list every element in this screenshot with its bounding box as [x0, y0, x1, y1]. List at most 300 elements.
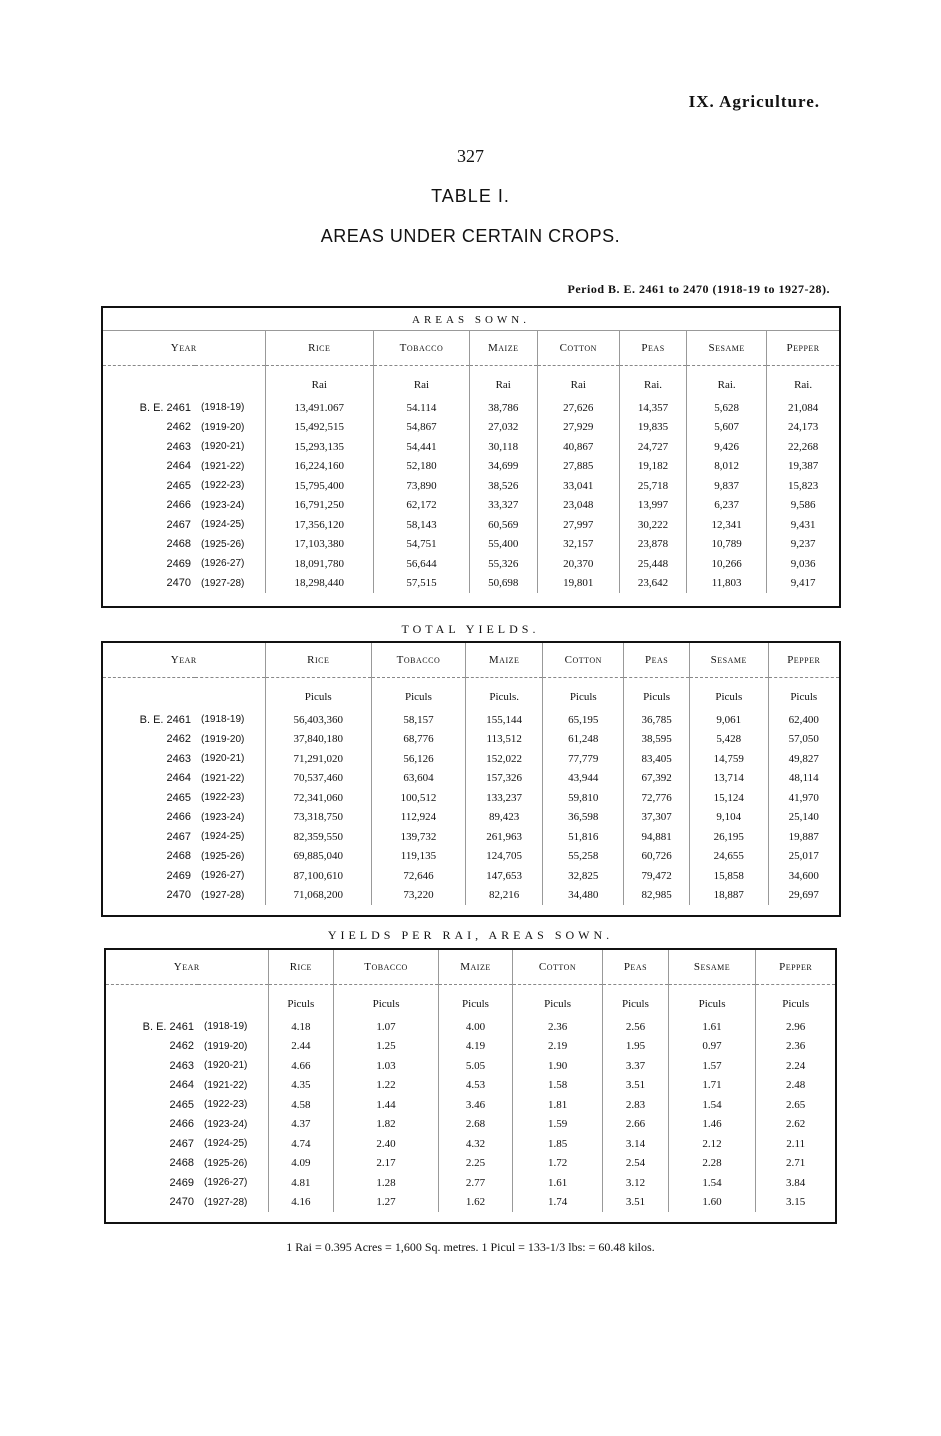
cell-rice: 82,359,550	[265, 827, 371, 847]
year-period: (1923-24)	[201, 499, 245, 511]
cell-tobacco: 1.44	[334, 1095, 439, 1115]
cell-maize: 55,400	[469, 535, 537, 555]
cell-tobacco: 119,135	[371, 847, 465, 867]
table-row	[103, 730, 839, 750]
year-period: (1920-21)	[201, 441, 245, 453]
cell-tobacco: 56,126	[371, 749, 465, 769]
table-row	[106, 1037, 835, 1057]
column-header-rice: Rice	[265, 643, 371, 678]
unit-label: Rai	[374, 366, 470, 399]
cell-maize: 4.32	[438, 1134, 512, 1154]
yields-per-rai-title: YIELDS PER RAI, AREAS SOWN.	[327, 928, 614, 942]
cell-sesame: 6,237	[687, 496, 767, 516]
column-header-maize: Maize	[469, 331, 537, 366]
cell-cotton: 27,885	[537, 457, 619, 477]
cell-cotton: 1.74	[513, 1193, 603, 1213]
cell-rice: 71,068,200	[265, 886, 371, 906]
cell-rice: 87,100,610	[265, 866, 371, 886]
yields-per-rai-table	[104, 948, 837, 1224]
cell-peas: 13,997	[619, 496, 686, 516]
cell-tobacco: 100,512	[371, 788, 465, 808]
cell-pepper: 19,887	[768, 827, 839, 847]
table-row	[106, 1095, 835, 1115]
cell-peas: 19,182	[619, 457, 686, 477]
page-number: 327	[457, 146, 484, 166]
year-be: 2465	[166, 479, 191, 492]
cell-pepper: 9,036	[767, 554, 839, 574]
cell-pepper: 9,431	[767, 515, 839, 535]
column-header-sesame: Sesame	[687, 331, 767, 366]
table-row	[106, 1154, 835, 1174]
cell-maize: 55,326	[469, 554, 537, 574]
cell-rice: 4.16	[268, 1193, 334, 1213]
year-period: (1926-27)	[201, 558, 245, 570]
year-period: (1922-23)	[201, 792, 245, 804]
cell-peas: 72,776	[624, 788, 690, 808]
cell-maize: 124,705	[465, 847, 542, 867]
cell-rice: 4.35	[268, 1076, 334, 1096]
period-line: Period B. E. 2461 to 2470 (1918-19 to 1927-28).	[567, 282, 830, 296]
cell-pepper: 49,827	[768, 749, 839, 769]
year-be: 2462	[166, 733, 191, 746]
cell-sesame: 9,104	[690, 808, 769, 828]
cell-tobacco: 58,143	[374, 515, 470, 535]
cell-rice: 2.44	[268, 1037, 334, 1057]
column-header-pepper: Pepper	[767, 331, 839, 366]
cell-pepper: 57,050	[768, 730, 839, 750]
table-row	[106, 1017, 835, 1037]
cell-maize: 34,699	[469, 457, 537, 477]
cell-cotton: 1.72	[513, 1154, 603, 1174]
unit-label: Piculs	[690, 678, 769, 711]
cell-pepper: 9,237	[767, 535, 839, 555]
table-subtitle: AREAS UNDER CERTAIN CROPS.	[320, 226, 621, 246]
cell-tobacco: 1.25	[334, 1037, 439, 1057]
year-period: (1925-26)	[201, 538, 245, 550]
cell-pepper: 25,140	[768, 808, 839, 828]
cell-pepper: 24,173	[767, 418, 839, 438]
cell-rice: 15,293,135	[265, 437, 374, 457]
cell-peas: 25,448	[619, 554, 686, 574]
total-yields-table	[101, 641, 841, 917]
year-period: (1924-25)	[201, 831, 245, 843]
year-be: 2466	[169, 1118, 194, 1131]
cell-pepper: 2.11	[756, 1134, 835, 1154]
cell-rice: 4.58	[268, 1095, 334, 1115]
cell-pepper: 62,400	[768, 710, 839, 730]
column-header-pepper: Pepper	[756, 950, 835, 985]
cell-tobacco: 73,890	[374, 476, 470, 496]
cell-peas: 3.51	[603, 1193, 669, 1213]
section-title: IX. Agriculture.	[688, 92, 820, 111]
cell-sesame: 1.46	[668, 1115, 756, 1135]
cell-maize: 157,326	[465, 769, 542, 789]
cell-sesame: 26,195	[690, 827, 769, 847]
year-period: (1924-25)	[204, 1138, 248, 1150]
cell-maize: 27,032	[469, 418, 537, 438]
cell-peas: 94,881	[624, 827, 690, 847]
cell-cotton: 27,626	[537, 398, 619, 418]
footnote: 1 Rai = 0.395 Acres = 1,600 Sq. metres. 1 Picul = 133-1/3 lbs: = 60.48 kilos.	[286, 1240, 655, 1254]
year-be: 2469	[166, 557, 191, 570]
unit-label: Piculs	[543, 678, 624, 711]
cell-cotton: 1.85	[513, 1134, 603, 1154]
unit-label: Piculs	[624, 678, 690, 711]
cell-cotton: 1.58	[513, 1076, 603, 1096]
cell-pepper: 2.48	[756, 1076, 835, 1096]
year-period: (1923-24)	[201, 811, 245, 823]
year-be: B. E. 2461	[139, 713, 191, 726]
column-header-rice: Rice	[268, 950, 334, 985]
table-row	[103, 827, 839, 847]
column-header-year: Year	[106, 950, 268, 985]
yields-per-rai-grid	[106, 950, 835, 1212]
cell-sesame: 5,428	[690, 730, 769, 750]
cell-sesame: 1.61	[668, 1017, 756, 1037]
cell-maize: 4.00	[438, 1017, 512, 1037]
unit-label: Piculs	[756, 985, 835, 1018]
cell-maize: 30,118	[469, 437, 537, 457]
column-header-sesame: Sesame	[690, 643, 769, 678]
unit-label: Rai.	[619, 366, 686, 399]
cell-sesame: 9,426	[687, 437, 767, 457]
areas-sown-title: AREAS SOWN.	[103, 308, 839, 331]
cell-tobacco: 54,751	[374, 535, 470, 555]
cell-maize: 33,327	[469, 496, 537, 516]
table-row	[106, 1134, 835, 1154]
year-be: 2462	[166, 421, 191, 434]
cell-sesame: 0.97	[668, 1037, 756, 1057]
year-period: (1919-20)	[201, 733, 245, 745]
cell-cotton: 1.90	[513, 1056, 603, 1076]
cell-rice: 16,791,250	[265, 496, 374, 516]
year-be: 2467	[166, 518, 191, 531]
unit-label: Piculs	[513, 985, 603, 1018]
cell-cotton: 1.59	[513, 1115, 603, 1135]
cell-cotton: 32,825	[543, 866, 624, 886]
cell-rice: 17,103,380	[265, 535, 374, 555]
year-period: (1921-22)	[201, 772, 245, 784]
cell-sesame: 5,607	[687, 418, 767, 438]
cell-sesame: 1.60	[668, 1193, 756, 1213]
cell-pepper: 34,600	[768, 866, 839, 886]
cell-sesame: 8,012	[687, 457, 767, 477]
year-be: B. E. 2461	[142, 1020, 194, 1033]
table-row	[103, 769, 839, 789]
cell-rice: 56,403,360	[265, 710, 371, 730]
cell-maize: 38,526	[469, 476, 537, 496]
table-row	[106, 1076, 835, 1096]
column-header-cotton: Cotton	[543, 643, 624, 678]
column-header-rice: Rice	[265, 331, 374, 366]
cell-cotton: 2.19	[513, 1037, 603, 1057]
cell-peas: 37,307	[624, 808, 690, 828]
cell-rice: 17,356,120	[265, 515, 374, 535]
cell-sesame: 24,655	[690, 847, 769, 867]
year-period: (1922-23)	[204, 1099, 248, 1111]
year-period: (1918-19)	[204, 1021, 248, 1033]
unit-label: Piculs	[668, 985, 756, 1018]
cell-sesame: 2.28	[668, 1154, 756, 1174]
cell-peas: 2.66	[603, 1115, 669, 1135]
cell-maize: 155,144	[465, 710, 542, 730]
cell-pepper: 15,823	[767, 476, 839, 496]
header-row	[103, 331, 839, 366]
unit-label: Piculs	[768, 678, 839, 711]
areas-sown-table	[101, 306, 841, 608]
year-be: 2467	[166, 830, 191, 843]
units-spacer	[103, 366, 265, 399]
cell-peas: 2.54	[603, 1154, 669, 1174]
cell-pepper: 25,017	[768, 847, 839, 867]
cell-maize: 89,423	[465, 808, 542, 828]
cell-rice: 71,291,020	[265, 749, 371, 769]
cell-tobacco: 68,776	[371, 730, 465, 750]
year-period: (1927-28)	[201, 577, 245, 589]
year-be: 2466	[166, 811, 191, 824]
column-header-pepper: Pepper	[768, 643, 839, 678]
table-row	[103, 788, 839, 808]
cell-rice: 4.66	[268, 1056, 334, 1076]
cell-peas: 3.14	[603, 1134, 669, 1154]
cell-cotton: 40,867	[537, 437, 619, 457]
cell-peas: 3.12	[603, 1173, 669, 1193]
cell-peas: 2.56	[603, 1017, 669, 1037]
header-row	[103, 643, 839, 678]
cell-cotton: 32,157	[537, 535, 619, 555]
table-row	[103, 710, 839, 730]
cell-peas: 23,878	[619, 535, 686, 555]
column-header-peas: Peas	[624, 643, 690, 678]
year-period: (1919-20)	[201, 421, 245, 433]
column-header-tobacco: Tobacco	[334, 950, 439, 985]
table-row	[103, 418, 839, 438]
cell-pepper: 2.96	[756, 1017, 835, 1037]
cell-cotton: 27,997	[537, 515, 619, 535]
cell-maize: 2.77	[438, 1173, 512, 1193]
cell-peas: 36,785	[624, 710, 690, 730]
year-be: 2463	[166, 440, 191, 453]
cell-tobacco: 139,732	[371, 827, 465, 847]
cell-peas: 23,642	[619, 574, 686, 594]
cell-peas: 19,835	[619, 418, 686, 438]
cell-tobacco: 62,172	[374, 496, 470, 516]
cell-peas: 60,726	[624, 847, 690, 867]
year-be: 2462	[169, 1040, 194, 1053]
year-be: 2464	[166, 460, 191, 473]
table-row	[106, 1115, 835, 1135]
cell-sesame: 1.57	[668, 1056, 756, 1076]
year-period: (1925-26)	[204, 1157, 248, 1169]
cell-rice: 4.09	[268, 1154, 334, 1174]
cell-tobacco: 2.17	[334, 1154, 439, 1174]
cell-tobacco: 2.40	[334, 1134, 439, 1154]
cell-rice: 37,840,180	[265, 730, 371, 750]
year-period: (1926-27)	[204, 1177, 248, 1189]
units-spacer	[103, 678, 265, 711]
year-period: (1920-21)	[201, 753, 245, 765]
cell-rice: 13,491.067	[265, 398, 374, 418]
cell-sesame: 10,789	[687, 535, 767, 555]
year-period: (1927-28)	[204, 1196, 248, 1208]
cell-rice: 72,341,060	[265, 788, 371, 808]
table-title: TABLE I.	[431, 186, 510, 206]
table-row	[106, 1193, 835, 1213]
units-row	[106, 985, 835, 1018]
cell-pepper: 29,697	[768, 886, 839, 906]
year-period: (1925-26)	[201, 850, 245, 862]
cell-pepper: 48,114	[768, 769, 839, 789]
table-row	[103, 398, 839, 418]
cell-rice: 73,318,750	[265, 808, 371, 828]
cell-tobacco: 1.07	[334, 1017, 439, 1037]
year-be: 2465	[169, 1098, 194, 1111]
cell-peas: 79,472	[624, 866, 690, 886]
table-row	[103, 476, 839, 496]
year-be: B. E. 2461	[139, 401, 191, 414]
cell-cotton: 1.61	[513, 1173, 603, 1193]
cell-tobacco: 54.114	[374, 398, 470, 418]
column-header-peas: Peas	[603, 950, 669, 985]
cell-peas: 1.95	[603, 1037, 669, 1057]
column-header-tobacco: Tobacco	[371, 643, 465, 678]
cell-maize: 147,653	[465, 866, 542, 886]
cell-cotton: 1.81	[513, 1095, 603, 1115]
cell-sesame: 9,061	[690, 710, 769, 730]
cell-rice: 69,885,040	[265, 847, 371, 867]
cell-peas: 3.51	[603, 1076, 669, 1096]
year-be: 2468	[166, 538, 191, 551]
cell-maize: 1.62	[438, 1193, 512, 1213]
cell-tobacco: 56,644	[374, 554, 470, 574]
cell-sesame: 15,124	[690, 788, 769, 808]
cell-tobacco: 54,441	[374, 437, 470, 457]
cell-cotton: 23,048	[537, 496, 619, 516]
cell-peas: 82,985	[624, 886, 690, 906]
table-row	[103, 457, 839, 477]
cell-maize: 2.68	[438, 1115, 512, 1135]
unit-label: Piculs	[265, 678, 371, 711]
cell-cotton: 34,480	[543, 886, 624, 906]
cell-peas: 67,392	[624, 769, 690, 789]
cell-cotton: 20,370	[537, 554, 619, 574]
year-be: 2467	[169, 1137, 194, 1150]
table-row	[103, 554, 839, 574]
cell-rice: 70,537,460	[265, 769, 371, 789]
year-be: 2468	[166, 850, 191, 863]
unit-label: Rai	[469, 366, 537, 399]
column-header-maize: Maize	[465, 643, 542, 678]
year-be: 2470	[169, 1196, 194, 1209]
year-be: 2469	[169, 1176, 194, 1189]
cell-rice: 4.18	[268, 1017, 334, 1037]
cell-maize: 261,963	[465, 827, 542, 847]
cell-sesame: 18,887	[690, 886, 769, 906]
cell-peas: 3.37	[603, 1056, 669, 1076]
cell-tobacco: 52,180	[374, 457, 470, 477]
year-be: 2464	[169, 1079, 194, 1092]
cell-rice: 16,224,160	[265, 457, 374, 477]
column-header-peas: Peas	[619, 331, 686, 366]
year-be: 2464	[166, 772, 191, 785]
header-row	[106, 950, 835, 985]
cell-rice: 18,091,780	[265, 554, 374, 574]
table-row	[103, 866, 839, 886]
cell-sesame: 1.54	[668, 1173, 756, 1193]
cell-cotton: 27,929	[537, 418, 619, 438]
column-header-year: Year	[103, 331, 265, 366]
table-row	[103, 496, 839, 516]
cell-cotton: 77,779	[543, 749, 624, 769]
cell-peas: 25,718	[619, 476, 686, 496]
year-be: 2463	[166, 752, 191, 765]
cell-peas: 24,727	[619, 437, 686, 457]
areas-sown-grid	[103, 331, 839, 593]
cell-tobacco: 1.82	[334, 1115, 439, 1135]
cell-rice: 4.81	[268, 1173, 334, 1193]
cell-cotton: 19,801	[537, 574, 619, 594]
cell-pepper: 2.62	[756, 1115, 835, 1135]
cell-tobacco: 72,646	[371, 866, 465, 886]
cell-maize: 60,569	[469, 515, 537, 535]
cell-rice: 15,492,515	[265, 418, 374, 438]
table-row	[103, 749, 839, 769]
unit-label: Rai.	[767, 366, 839, 399]
total-yields-title: TOTAL YIELDS.	[401, 622, 540, 636]
cell-peas: 2.83	[603, 1095, 669, 1115]
cell-tobacco: 63,604	[371, 769, 465, 789]
cell-maize: 38,786	[469, 398, 537, 418]
cell-cotton: 55,258	[543, 847, 624, 867]
cell-peas: 14,357	[619, 398, 686, 418]
year-be: 2469	[166, 869, 191, 882]
year-period: (1922-23)	[201, 480, 245, 492]
year-period: (1918-19)	[201, 714, 245, 726]
year-period: (1918-19)	[201, 402, 245, 414]
cell-maize: 82,216	[465, 886, 542, 906]
cell-tobacco: 58,157	[371, 710, 465, 730]
year-be: 2466	[166, 499, 191, 512]
column-header-cotton: Cotton	[513, 950, 603, 985]
cell-pepper: 9,586	[767, 496, 839, 516]
cell-pepper: 3.84	[756, 1173, 835, 1193]
cell-rice: 4.37	[268, 1115, 334, 1135]
unit-label: Piculs	[334, 985, 439, 1018]
cell-sesame: 2.12	[668, 1134, 756, 1154]
units-spacer	[106, 985, 268, 1018]
unit-label: Rai	[537, 366, 619, 399]
unit-label: Piculs	[268, 985, 334, 1018]
table-row	[103, 808, 839, 828]
cell-pepper: 22,268	[767, 437, 839, 457]
table-row	[103, 437, 839, 457]
cell-tobacco: 54,867	[374, 418, 470, 438]
unit-label: Piculs	[371, 678, 465, 711]
cell-cotton: 65,195	[543, 710, 624, 730]
cell-peas: 30,222	[619, 515, 686, 535]
cell-tobacco: 73,220	[371, 886, 465, 906]
cell-sesame: 10,266	[687, 554, 767, 574]
cell-pepper: 41,970	[768, 788, 839, 808]
cell-cotton: 59,810	[543, 788, 624, 808]
units-row	[103, 678, 839, 711]
column-header-maize: Maize	[438, 950, 512, 985]
cell-maize: 4.53	[438, 1076, 512, 1096]
cell-peas: 83,405	[624, 749, 690, 769]
table-row	[103, 574, 839, 594]
cell-sesame: 1.71	[668, 1076, 756, 1096]
table-row	[103, 535, 839, 555]
